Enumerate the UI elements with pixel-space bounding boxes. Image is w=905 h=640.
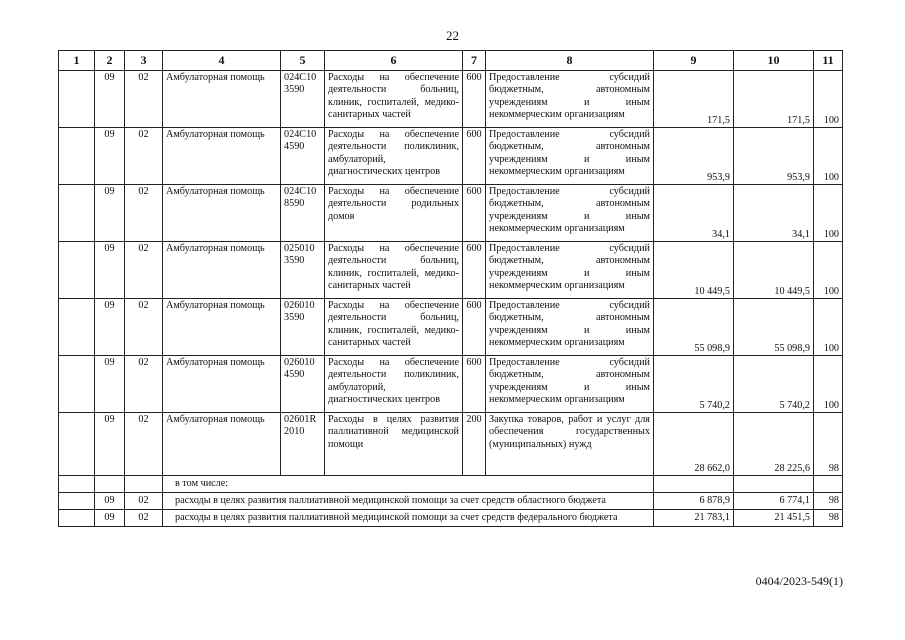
- cell-empty: [59, 510, 95, 527]
- cell-section: 09: [95, 185, 125, 242]
- cell-percent: 98: [814, 413, 843, 476]
- cell-subsection: 02: [125, 71, 163, 128]
- cell-section: 09: [95, 510, 125, 527]
- cell-expense-description: Предоставление субсидий бюджетным, автономным учреждениям и иным некоммерческим организациям: [486, 356, 654, 413]
- cell-planned: 55 098,9: [654, 299, 734, 356]
- cell-index: [59, 242, 95, 299]
- cell-percent: 100: [814, 299, 843, 356]
- cell-subsection: 02: [125, 493, 163, 510]
- cell-target-code: 024С10 3590: [281, 71, 325, 128]
- page-number: 22: [446, 28, 459, 43]
- document-code: 0404/2023-549(1): [755, 574, 843, 588]
- col-header: 4: [163, 51, 281, 71]
- cell-description: Расходы в целях развития паллиативной медицинской помощи: [325, 413, 463, 476]
- cell-planned: 21 783,1: [654, 510, 734, 527]
- table-row: [59, 185, 843, 242]
- cell-expense-description: Предоставление субсидий бюджетным, автономным учреждениям и иным некоммерческим организациям: [486, 299, 654, 356]
- cell-name: Амбулаторная помощь: [163, 413, 281, 476]
- cell-empty: [59, 476, 95, 493]
- cell-expense-description: Закупка товаров, работ и услуг для обеспечения государственных (муниципальных) нужд: [486, 413, 654, 476]
- table-row: [59, 356, 843, 413]
- cell-empty: [59, 493, 95, 510]
- cell-subsection: 02: [125, 413, 163, 476]
- cell-name: Амбулаторная помощь: [163, 71, 281, 128]
- col-header: 7: [463, 51, 486, 71]
- cell-expense-type: 600: [463, 356, 486, 413]
- cell-percent: 100: [814, 356, 843, 413]
- cell-empty: [734, 476, 814, 493]
- cell-expense-description: Предоставление субсидий бюджетным, автономным учреждениям и иным некоммерческим организациям: [486, 185, 654, 242]
- cell-expense-type: 600: [463, 299, 486, 356]
- table-row: [59, 476, 843, 493]
- cell-section: 09: [95, 71, 125, 128]
- cell-percent: 98: [814, 510, 843, 527]
- budget-table: [58, 50, 843, 527]
- cell-planned: 34,1: [654, 185, 734, 242]
- cell-percent: 98: [814, 493, 843, 510]
- col-header: 5: [281, 51, 325, 71]
- col-header: 2: [95, 51, 125, 71]
- cell-section: 09: [95, 413, 125, 476]
- cell-percent: 100: [814, 128, 843, 185]
- cell-percent: 100: [814, 242, 843, 299]
- table-header-row: [59, 51, 843, 71]
- cell-name: Амбулаторная помощь: [163, 185, 281, 242]
- cell-target-code: 026010 3590: [281, 299, 325, 356]
- table-row: [59, 413, 843, 476]
- cell-including-label: в том числе:: [163, 476, 654, 493]
- cell-name: Амбулаторная помощь: [163, 242, 281, 299]
- cell-planned: 171,5: [654, 71, 734, 128]
- cell-name: Амбулаторная помощь: [163, 356, 281, 413]
- cell-executed: 55 098,9: [734, 299, 814, 356]
- cell-description: Расходы на обеспечение деятельности поликлиник, амбулаторий, диагностических центров: [325, 128, 463, 185]
- cell-expense-type: 600: [463, 71, 486, 128]
- cell-executed: 953,9: [734, 128, 814, 185]
- cell-planned: 28 662,0: [654, 413, 734, 476]
- cell-empty: [814, 476, 843, 493]
- cell-expense-type: 200: [463, 413, 486, 476]
- cell-empty: [95, 476, 125, 493]
- cell-percent: 100: [814, 185, 843, 242]
- cell-sub-description: расходы в целях развития паллиативной медицинской помощи за счет средств федерального бюджета: [163, 510, 654, 527]
- cell-planned: 953,9: [654, 128, 734, 185]
- cell-percent: 100: [814, 71, 843, 128]
- cell-index: [59, 299, 95, 356]
- cell-expense-type: 600: [463, 185, 486, 242]
- cell-description: Расходы на обеспечение деятельности больниц, клиник, госпиталей, медико-санитарных частей: [325, 242, 463, 299]
- cell-section: 09: [95, 356, 125, 413]
- cell-expense-type: 600: [463, 242, 486, 299]
- col-header: 6: [325, 51, 463, 71]
- cell-target-code: 02601R 2010: [281, 413, 325, 476]
- cell-executed: 28 225,6: [734, 413, 814, 476]
- cell-executed: 6 774,1: [734, 493, 814, 510]
- cell-subsection: 02: [125, 299, 163, 356]
- cell-executed: 5 740,2: [734, 356, 814, 413]
- cell-index: [59, 128, 95, 185]
- cell-description: Расходы на обеспечение деятельности родильных домов: [325, 185, 463, 242]
- col-header: 9: [654, 51, 734, 71]
- cell-executed: 171,5: [734, 71, 814, 128]
- table-row: [59, 71, 843, 128]
- cell-executed: 10 449,5: [734, 242, 814, 299]
- cell-description: Расходы на обеспечение деятельности больниц, клиник, госпиталей, медико-санитарных частей: [325, 71, 463, 128]
- cell-description: Расходы на обеспечение деятельности поликлиник, амбулаторий, диагностических центров: [325, 356, 463, 413]
- cell-target-code: 025010 3590: [281, 242, 325, 299]
- cell-name: Амбулаторная помощь: [163, 299, 281, 356]
- cell-description: Расходы на обеспечение деятельности больниц, клиник, госпиталей, медико-санитарных частей: [325, 299, 463, 356]
- col-header: 1: [59, 51, 95, 71]
- col-header: 3: [125, 51, 163, 71]
- cell-planned: 10 449,5: [654, 242, 734, 299]
- cell-empty: [654, 476, 734, 493]
- cell-expense-description: Предоставление субсидий бюджетным, автономным учреждениям и иным некоммерческим организациям: [486, 71, 654, 128]
- cell-target-code: 026010 4590: [281, 356, 325, 413]
- cell-planned: 6 878,9: [654, 493, 734, 510]
- cell-section: 09: [95, 299, 125, 356]
- cell-target-code: 024С10 8590: [281, 185, 325, 242]
- cell-executed: 34,1: [734, 185, 814, 242]
- cell-expense-type: 600: [463, 128, 486, 185]
- cell-index: [59, 356, 95, 413]
- cell-subsection: 02: [125, 356, 163, 413]
- cell-expense-description: Предоставление субсидий бюджетным, автономным учреждениям и иным некоммерческим организациям: [486, 128, 654, 185]
- cell-subsection: 02: [125, 510, 163, 527]
- cell-empty: [125, 476, 163, 493]
- cell-expense-description: Предоставление субсидий бюджетным, автономным учреждениям и иным некоммерческим организациям: [486, 242, 654, 299]
- cell-executed: 21 451,5: [734, 510, 814, 527]
- col-header: 11: [814, 51, 843, 71]
- cell-index: [59, 185, 95, 242]
- cell-section: 09: [95, 128, 125, 185]
- col-header: 8: [486, 51, 654, 71]
- table-row: [59, 242, 843, 299]
- table-row: [59, 299, 843, 356]
- cell-subsection: 02: [125, 128, 163, 185]
- cell-sub-description: расходы в целях развития паллиативной медицинской помощи за счет средств областного бюджета: [163, 493, 654, 510]
- cell-index: [59, 71, 95, 128]
- col-header: 10: [734, 51, 814, 71]
- cell-subsection: 02: [125, 242, 163, 299]
- cell-section: 09: [95, 242, 125, 299]
- cell-name: Амбулаторная помощь: [163, 128, 281, 185]
- cell-subsection: 02: [125, 185, 163, 242]
- table-row: [59, 510, 843, 527]
- cell-planned: 5 740,2: [654, 356, 734, 413]
- cell-section: 09: [95, 493, 125, 510]
- cell-index: [59, 413, 95, 476]
- table-row: [59, 493, 843, 510]
- table-row: [59, 128, 843, 185]
- cell-target-code: 024С10 4590: [281, 128, 325, 185]
